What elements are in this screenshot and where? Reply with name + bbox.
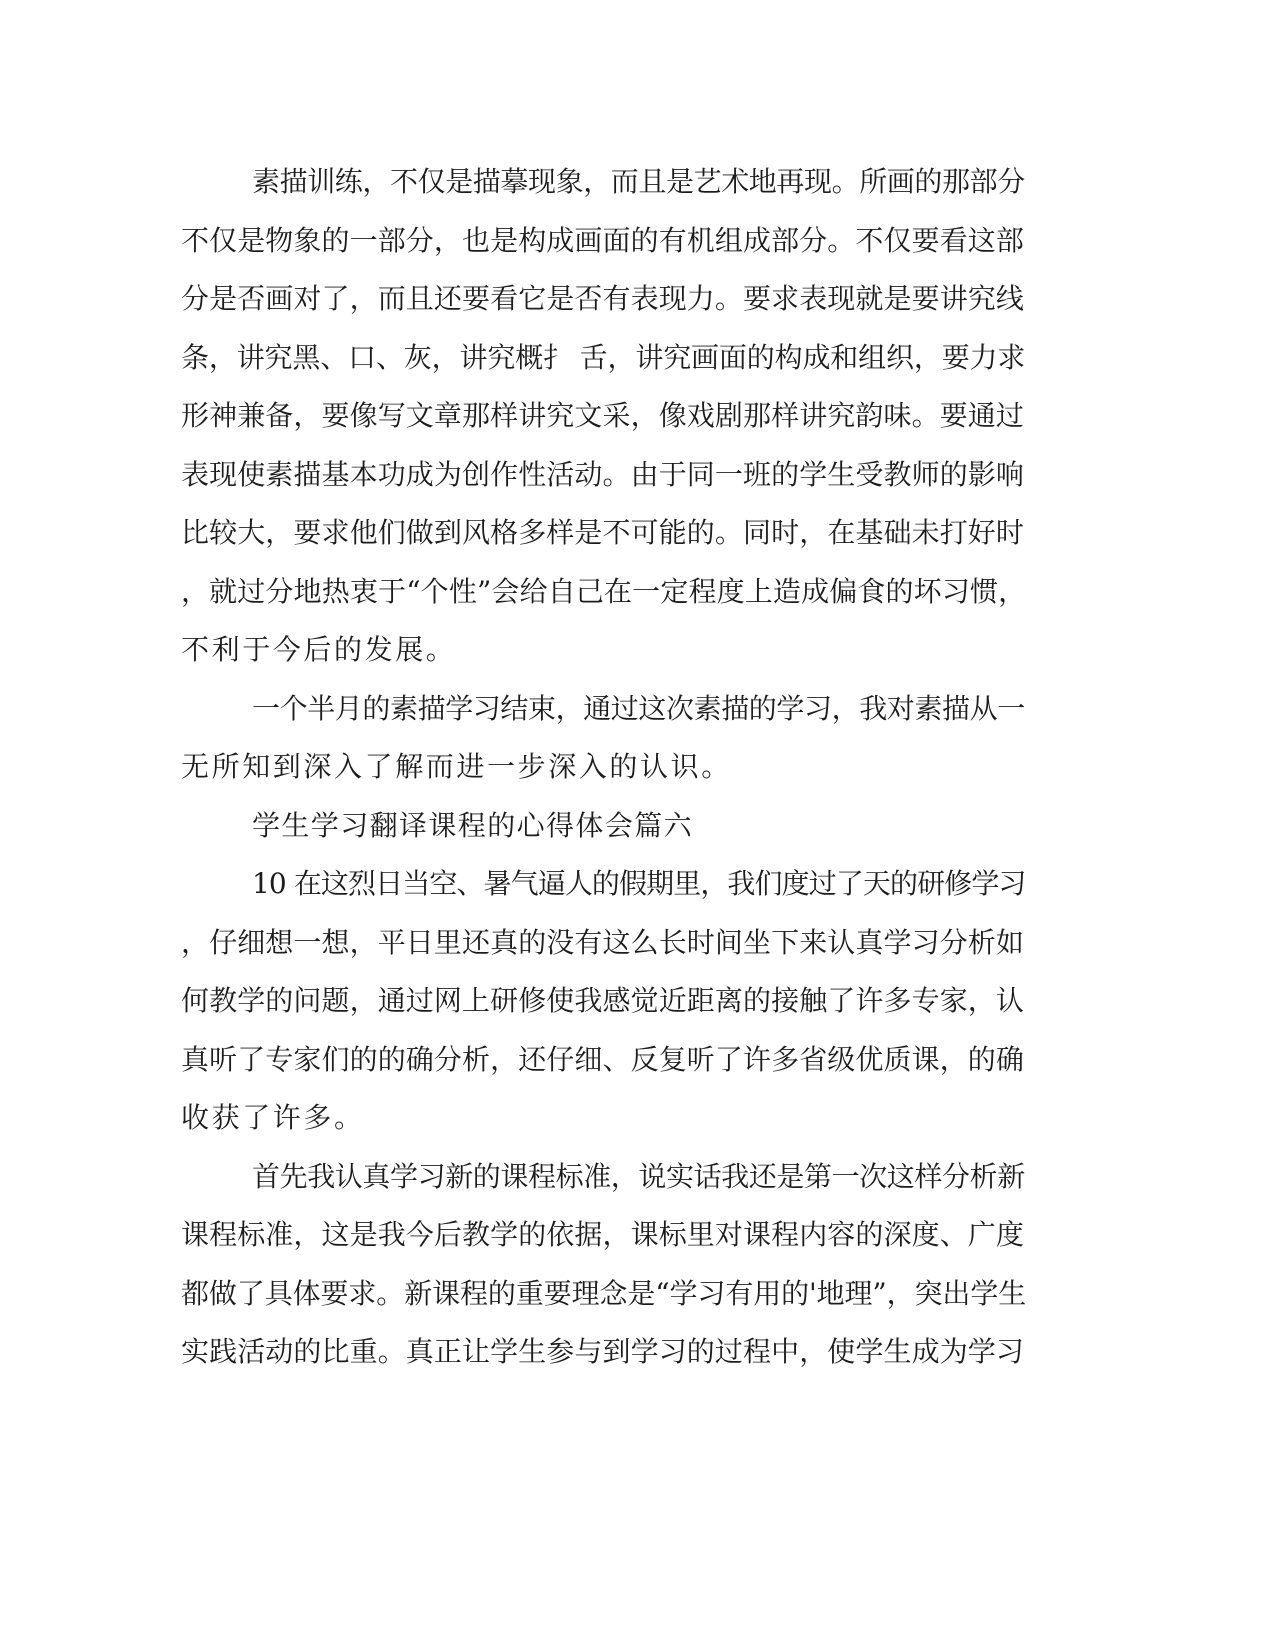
paragraph-line: 一个半月的素描学习结束，通过这次素描的学习，我对素描从一 — [252, 692, 1025, 725]
paragraph-line: ，仔细想一想，平日里还真的没有这么长时间坐下来认真学习分析如 — [181, 926, 1025, 959]
paragraph-line: 10 在这烈日当空、暑气逼人的假期里，我们度过了天的研修学习 — [252, 867, 1026, 900]
section-heading: 学生学习翻译课程的心得体会篇六 — [252, 809, 694, 842]
paragraph-line: 实践活动的比重。真正让学生参与到学习的过程中，使学生成为学习 — [181, 1335, 1025, 1368]
paragraph-line: 都做了具体要求。新课程的重要理念是“学习有用的'地理”，突出学生 — [181, 1277, 1027, 1310]
paragraph-line: ，就过分地热衷于“个性”会给自己在一定程度上造成偏食的坏习惯， — [181, 575, 1027, 608]
paragraph-line: 课程标准，这是我今后教学的依据，课标里对课程内容的深度、广度 — [181, 1218, 1025, 1251]
paragraph-line: 何教学的问题，通过网上研修使我感觉近距离的接触了许多专家，认 — [181, 984, 1025, 1017]
paragraph-line: 无所知到深入了解而进一步深入的认识。 — [181, 750, 732, 783]
paragraph-line: 条，讲究黑、口、灰，讲究概扌 舌，讲究画面的构成和组织，要力求 — [181, 341, 1026, 374]
paragraph-line: 不利于今后的发展。 — [181, 633, 457, 666]
paragraph-line: 收获了许多。 — [181, 1101, 365, 1134]
paragraph-line: 首先我认真学习新的课程标准，说实话我还是第一次这样分析新 — [252, 1160, 1025, 1193]
paragraph-line: 表现使素描基本功成为创作性活动。由于同一班的学生受教师的影响 — [181, 458, 1025, 491]
paragraph-line: 不仅是物象的一部分，也是构成画面的有机组成部分。不仅要看这部 — [181, 224, 1025, 257]
paragraph-line: 分是否画对了，而且还要看它是否有表现力。要求表现就是要讲究线 — [181, 282, 1025, 315]
paragraph-line: 真听了专家们的的确分析，还仔细、反复听了许多省级优质课，的确 — [181, 1043, 1025, 1076]
paragraph-line: 素描训练，不仅是描摹现象，而且是艺术地再现。所画的那部分 — [252, 165, 1025, 198]
paragraph-line: 形神兼备，要像写文章那样讲究文采，像戏剧那样讲究韵味。要通过 — [181, 399, 1025, 432]
paragraph-line: 比较大，要求他们做到风格多样是不可能的。同时，在基础未打好时 — [181, 516, 1025, 549]
